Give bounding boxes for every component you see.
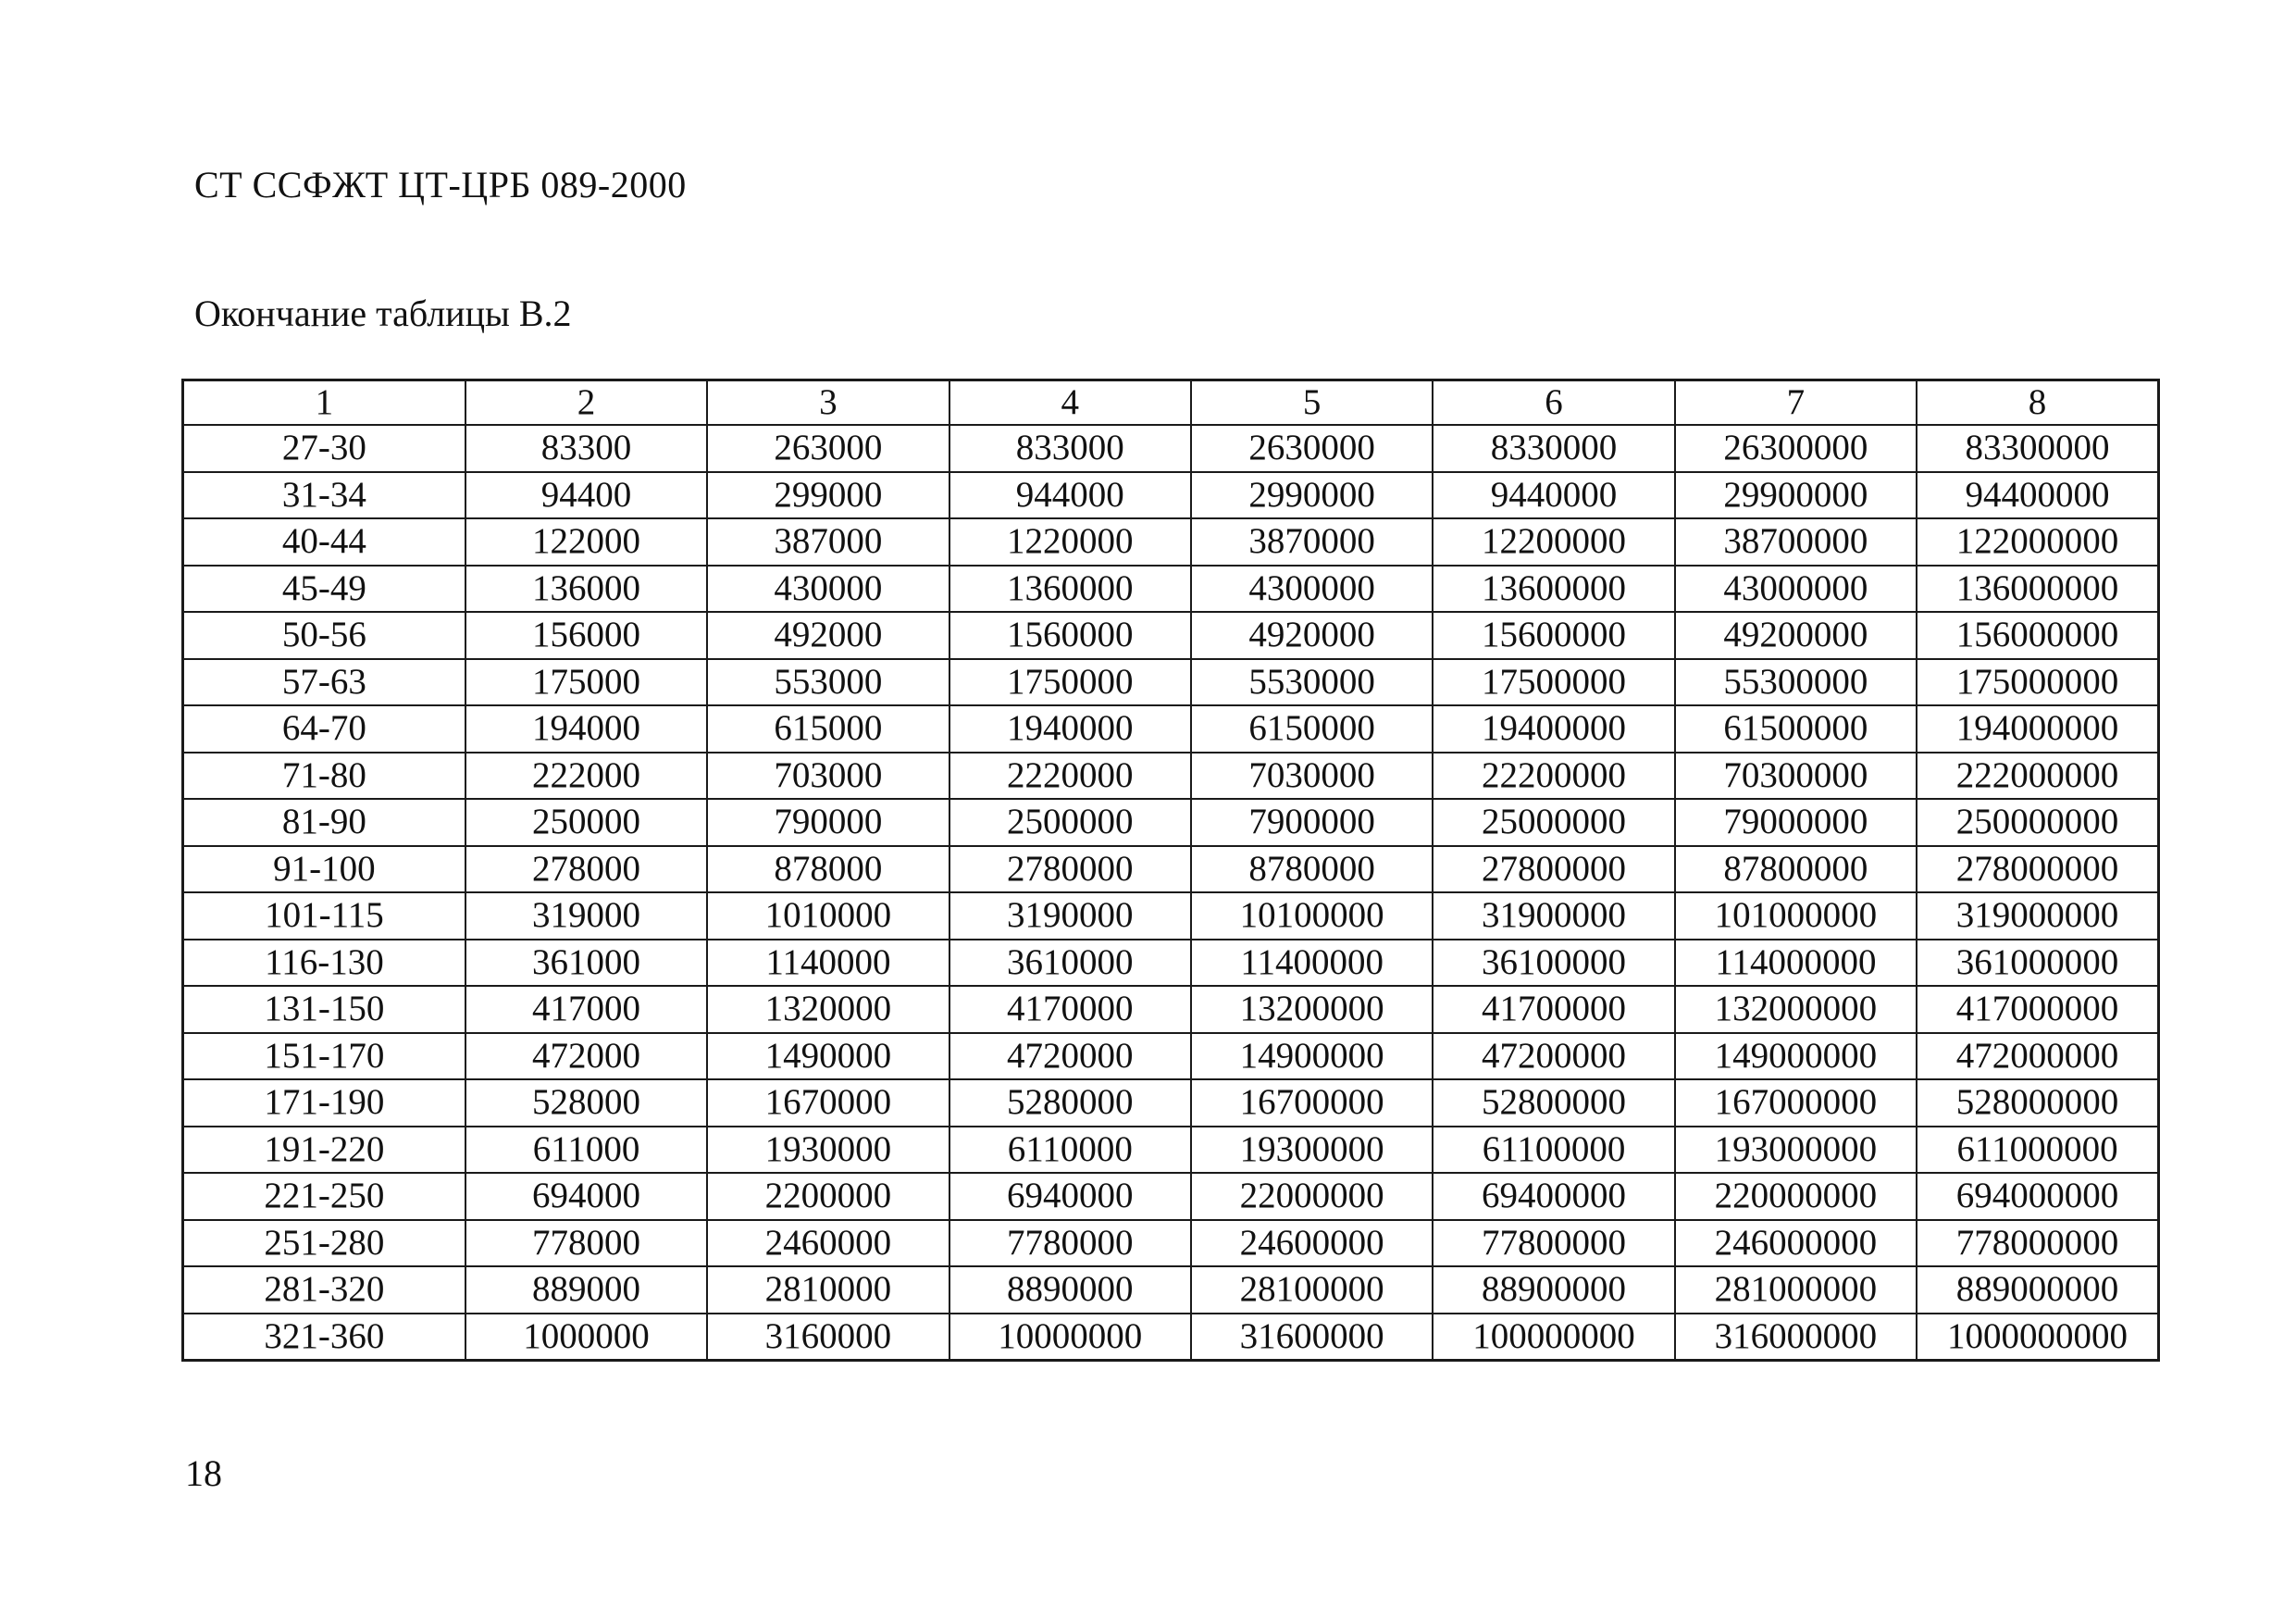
table-cell: 1140000 [707, 940, 949, 987]
table-cell: 319000 [465, 892, 707, 940]
table-cell: 417000 [465, 986, 707, 1033]
table-cell: 175000 [465, 659, 707, 706]
table-cell: 83300 [465, 425, 707, 472]
table-cell: 4920000 [1191, 612, 1433, 659]
table-row [183, 940, 2159, 987]
table-cell: 790000 [707, 799, 949, 846]
table-cell: 61100000 [1433, 1127, 1674, 1174]
column-header: 5 [1191, 380, 1433, 426]
table-container [181, 379, 2160, 1362]
table-cell: 24600000 [1191, 1220, 1433, 1267]
table-row [183, 705, 2159, 753]
table-cell: 47200000 [1433, 1033, 1674, 1080]
table-cell: 278000 [465, 846, 707, 893]
table-cell: 94400 [465, 472, 707, 519]
table-cell: 2500000 [949, 799, 1191, 846]
row-range-cell: 50-56 [183, 612, 465, 659]
table-cell: 9440000 [1433, 472, 1674, 519]
table-cell: 49200000 [1675, 612, 1917, 659]
table-cell: 278000000 [1917, 846, 2158, 893]
table-cell: 3190000 [949, 892, 1191, 940]
table-cell: 8330000 [1433, 425, 1674, 472]
table-cell: 11400000 [1191, 940, 1433, 987]
table-cell: 88900000 [1433, 1266, 1674, 1314]
table-cell: 25000000 [1433, 799, 1674, 846]
row-range-cell: 171-190 [183, 1079, 465, 1127]
table-cell: 615000 [707, 705, 949, 753]
table-cell: 122000 [465, 518, 707, 566]
row-range-cell: 31-34 [183, 472, 465, 519]
table-cell: 22000000 [1191, 1173, 1433, 1220]
table-cell: 26300000 [1675, 425, 1917, 472]
table-cell: 2780000 [949, 846, 1191, 893]
table-cell: 222000000 [1917, 753, 2158, 800]
table-cell: 136000 [465, 566, 707, 613]
table-cell: 41700000 [1433, 986, 1674, 1033]
table-cell: 1000000000 [1917, 1314, 2158, 1361]
table-row [183, 612, 2159, 659]
column-header: 6 [1433, 380, 1674, 426]
table-cell: 8780000 [1191, 846, 1433, 893]
column-header: 8 [1917, 380, 2158, 426]
table-cell: 611000 [465, 1127, 707, 1174]
table-cell: 7900000 [1191, 799, 1433, 846]
table-cell: 4720000 [949, 1033, 1191, 1080]
row-range-cell: 151-170 [183, 1033, 465, 1080]
table-cell: 1320000 [707, 986, 949, 1033]
table-row [183, 753, 2159, 800]
table-cell: 12200000 [1433, 518, 1674, 566]
table-cell: 4300000 [1191, 566, 1433, 613]
table-cell: 528000 [465, 1079, 707, 1127]
row-range-cell: 40-44 [183, 518, 465, 566]
table-cell: 36100000 [1433, 940, 1674, 987]
table-cell: 1930000 [707, 1127, 949, 1174]
table-row [183, 518, 2159, 566]
table-cell: 778000 [465, 1220, 707, 1267]
table-row [183, 472, 2159, 519]
table-cell: 19300000 [1191, 1127, 1433, 1174]
table-caption: Окончание таблицы В.2 [194, 293, 572, 334]
table-row [183, 1033, 2159, 1080]
row-range-cell: 91-100 [183, 846, 465, 893]
table-cell: 492000 [707, 612, 949, 659]
table-row [183, 846, 2159, 893]
table-cell: 156000 [465, 612, 707, 659]
table-cell: 16700000 [1191, 1079, 1433, 1127]
table-cell: 222000 [465, 753, 707, 800]
table-cell: 38700000 [1675, 518, 1917, 566]
row-range-cell: 71-80 [183, 753, 465, 800]
column-header: 2 [465, 380, 707, 426]
row-range-cell: 101-115 [183, 892, 465, 940]
table-cell: 611000000 [1917, 1127, 2158, 1174]
row-range-cell: 321-360 [183, 1314, 465, 1361]
table-cell: 528000000 [1917, 1079, 2158, 1127]
table-row [183, 566, 2159, 613]
table-row [183, 1314, 2159, 1361]
row-range-cell: 64-70 [183, 705, 465, 753]
table-cell: 13600000 [1433, 566, 1674, 613]
document-code: СТ ССФЖТ ЦТ-ЦРБ 089-2000 [194, 164, 687, 205]
table-cell: 22200000 [1433, 753, 1674, 800]
row-range-cell: 251-280 [183, 1220, 465, 1267]
table-cell: 1560000 [949, 612, 1191, 659]
table-cell: 149000000 [1675, 1033, 1917, 1080]
table-cell: 246000000 [1675, 1220, 1917, 1267]
table-cell: 6110000 [949, 1127, 1191, 1174]
table-cell: 4170000 [949, 986, 1191, 1033]
table-cell: 5530000 [1191, 659, 1433, 706]
table-cell: 2630000 [1191, 425, 1433, 472]
table-cell: 8890000 [949, 1266, 1191, 1314]
table-cell: 122000000 [1917, 518, 2158, 566]
table-cell: 1000000 [465, 1314, 707, 1361]
table-cell: 889000 [465, 1266, 707, 1314]
table-cell: 361000000 [1917, 940, 2158, 987]
table-cell: 3160000 [707, 1314, 949, 1361]
table-cell: 10000000 [949, 1314, 1191, 1361]
table-cell: 6940000 [949, 1173, 1191, 1220]
table-cell: 194000 [465, 705, 707, 753]
column-header: 3 [707, 380, 949, 426]
table-row [183, 1173, 2159, 1220]
table-cell: 2220000 [949, 753, 1191, 800]
table-cell: 70300000 [1675, 753, 1917, 800]
table-cell: 19400000 [1433, 705, 1674, 753]
table-cell: 79000000 [1675, 799, 1917, 846]
row-range-cell: 57-63 [183, 659, 465, 706]
table-cell: 3610000 [949, 940, 1191, 987]
table-cell: 2200000 [707, 1173, 949, 1220]
table-row [183, 892, 2159, 940]
table-cell: 167000000 [1675, 1079, 1917, 1127]
table-cell: 194000000 [1917, 705, 2158, 753]
column-header: 4 [949, 380, 1191, 426]
table-cell: 17500000 [1433, 659, 1674, 706]
table-cell: 29900000 [1675, 472, 1917, 519]
row-range-cell: 191-220 [183, 1127, 465, 1174]
table-cell: 778000000 [1917, 1220, 2158, 1267]
table-cell: 13200000 [1191, 986, 1433, 1033]
table-cell: 10100000 [1191, 892, 1433, 940]
table-cell: 387000 [707, 518, 949, 566]
table-cell: 100000000 [1433, 1314, 1674, 1361]
table-cell: 132000000 [1675, 986, 1917, 1033]
table-body [183, 425, 2159, 1361]
row-range-cell: 221-250 [183, 1173, 465, 1220]
table-cell: 2810000 [707, 1266, 949, 1314]
table-cell: 55300000 [1675, 659, 1917, 706]
table-cell: 694000000 [1917, 1173, 2158, 1220]
table-cell: 833000 [949, 425, 1191, 472]
table-row [183, 986, 2159, 1033]
row-range-cell: 45-49 [183, 566, 465, 613]
table-cell: 1490000 [707, 1033, 949, 1080]
table-cell: 7030000 [1191, 753, 1433, 800]
table-cell: 944000 [949, 472, 1191, 519]
table-cell: 263000 [707, 425, 949, 472]
table-cell: 417000000 [1917, 986, 2158, 1033]
table-row [183, 1079, 2159, 1127]
table-cell: 28100000 [1191, 1266, 1433, 1314]
table-cell: 31600000 [1191, 1314, 1433, 1361]
table-cell: 94400000 [1917, 472, 2158, 519]
row-range-cell: 131-150 [183, 986, 465, 1033]
table-cell: 3870000 [1191, 518, 1433, 566]
table-cell: 889000000 [1917, 1266, 2158, 1314]
row-range-cell: 81-90 [183, 799, 465, 846]
table-header-row [183, 380, 2159, 426]
table-cell: 430000 [707, 566, 949, 613]
table-cell: 1220000 [949, 518, 1191, 566]
table-row [183, 659, 2159, 706]
table-cell: 43000000 [1675, 566, 1917, 613]
table-cell: 553000 [707, 659, 949, 706]
column-header: 7 [1675, 380, 1917, 426]
table-cell: 2990000 [1191, 472, 1433, 519]
table-cell: 1750000 [949, 659, 1191, 706]
table-cell: 1940000 [949, 705, 1191, 753]
table-cell: 114000000 [1675, 940, 1917, 987]
table-cell: 156000000 [1917, 612, 2158, 659]
table-cell: 27800000 [1433, 846, 1674, 893]
table-cell: 472000 [465, 1033, 707, 1080]
table-cell: 175000000 [1917, 659, 2158, 706]
table-cell: 193000000 [1675, 1127, 1917, 1174]
table-cell: 14900000 [1191, 1033, 1433, 1080]
table-cell: 281000000 [1675, 1266, 1917, 1314]
table-cell: 15600000 [1433, 612, 1674, 659]
table-cell: 5280000 [949, 1079, 1191, 1127]
table-cell: 472000000 [1917, 1033, 2158, 1080]
table-cell: 1360000 [949, 566, 1191, 613]
table-cell: 136000000 [1917, 566, 2158, 613]
row-range-cell: 116-130 [183, 940, 465, 987]
table-row [183, 425, 2159, 472]
page-number: 18 [185, 1452, 222, 1494]
table-cell: 316000000 [1675, 1314, 1917, 1361]
table-cell: 61500000 [1675, 705, 1917, 753]
table-cell: 7780000 [949, 1220, 1191, 1267]
table-row [183, 1127, 2159, 1174]
table-cell: 6150000 [1191, 705, 1433, 753]
table-cell: 694000 [465, 1173, 707, 1220]
table-row [183, 1266, 2159, 1314]
column-header: 1 [183, 380, 465, 426]
row-range-cell: 27-30 [183, 425, 465, 472]
table-cell: 220000000 [1675, 1173, 1917, 1220]
table-row [183, 1220, 2159, 1267]
table-cell: 52800000 [1433, 1079, 1674, 1127]
table-cell: 69400000 [1433, 1173, 1674, 1220]
row-range-cell: 281-320 [183, 1266, 465, 1314]
table-cell: 87800000 [1675, 846, 1917, 893]
table-cell: 299000 [707, 472, 949, 519]
table-cell: 361000 [465, 940, 707, 987]
table-cell: 1010000 [707, 892, 949, 940]
table-row [183, 799, 2159, 846]
table-cell: 2460000 [707, 1220, 949, 1267]
table-cell: 319000000 [1917, 892, 2158, 940]
table-cell: 250000000 [1917, 799, 2158, 846]
table-cell: 1670000 [707, 1079, 949, 1127]
table-cell: 101000000 [1675, 892, 1917, 940]
table-cell: 31900000 [1433, 892, 1674, 940]
table-cell: 703000 [707, 753, 949, 800]
table-cell: 250000 [465, 799, 707, 846]
table-cell: 77800000 [1433, 1220, 1674, 1267]
data-table [181, 379, 2160, 1362]
table-cell: 83300000 [1917, 425, 2158, 472]
table-cell: 878000 [707, 846, 949, 893]
